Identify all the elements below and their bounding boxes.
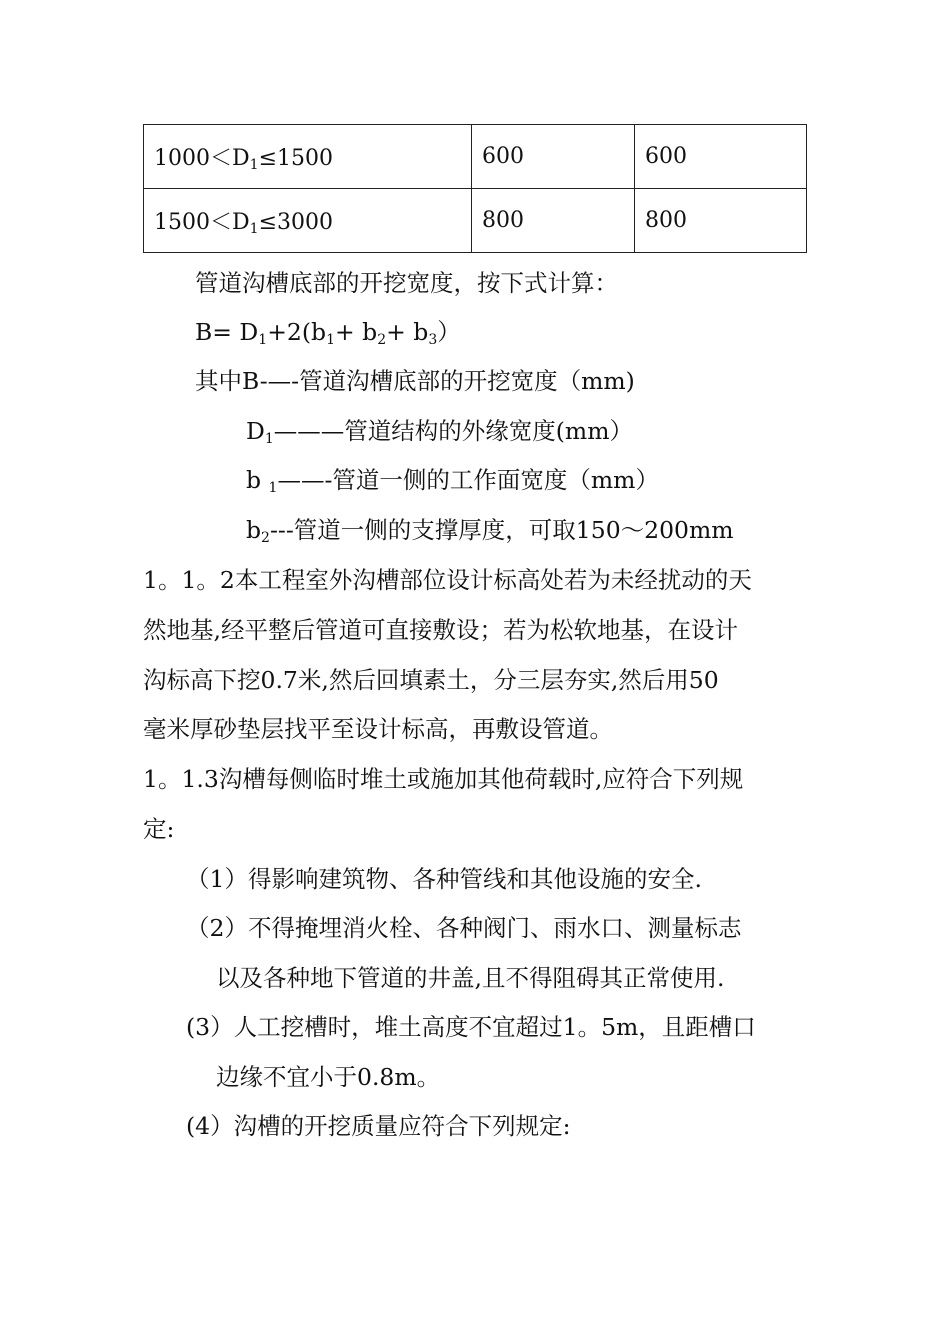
paragraph-line: 1。1.3沟槽每侧临时堆土或施加其他荷载时,应符合下列规 — [143, 765, 744, 793]
definition-d1: $D_1———$管道结构的外缘宽度(mm） — [246, 417, 634, 447]
paragraph-line: 沟标高下挖0.7米,然后回填素土，分三层夯实,然后用50 — [143, 666, 719, 694]
table-cell-value: 600 — [472, 125, 635, 189]
table-row — [144, 189, 807, 253]
list-item: （1）得影响建筑物、各种管线和其他设施的安全. — [186, 865, 702, 893]
list-item: （2）不得掩埋消火栓、各种阀门、雨水口、测量标志 — [186, 914, 742, 942]
definition-b1: b $_1$——-管道一侧的工作面宽度（mm） — [246, 466, 659, 496]
table-cell-pipe-range: $1500<D_1\le 3000$ — [144, 189, 472, 253]
formula: $B= D_1+2(b_1+ b_2+ b_3)$ — [195, 318, 461, 348]
table-cell-value: 800 — [635, 189, 807, 253]
paragraph-line: 然地基,经平整后管道可直接敷设；若为松软地基，在设计 — [143, 616, 738, 644]
trench-width-table — [143, 124, 807, 253]
list-item: (3）人工挖槽时，堆土高度不宜超过1。5m，且距槽口 — [186, 1013, 756, 1041]
list-item-continuation: 边缘不宜小于0.8m。 — [216, 1063, 441, 1091]
table-cell-value: 600 — [635, 125, 807, 189]
paragraph-line: 毫米厚砂垫层找平至设计标高，再敷设管道。 — [143, 715, 613, 743]
table-cell-value: 800 — [472, 189, 635, 253]
definition-b: 其中B-—-管道沟槽底部的开挖宽度（mm) — [195, 367, 635, 395]
paragraph-line: 1。1。2本工程室外沟槽部位设计标高处若为未经扰动的天 — [143, 566, 752, 594]
list-item-continuation: 以及各种地下管道的井盖,且不得阻碍其正常使用. — [216, 964, 725, 992]
list-item: (4）沟槽的开挖质量应符合下列规定: — [186, 1112, 571, 1140]
paragraph-line: 定: — [143, 815, 175, 843]
table-cell-pipe-range: $1000<D_1\le 1500$ — [144, 125, 472, 189]
formula-intro: 管道沟槽底部的开挖宽度，按下式计算： — [195, 269, 618, 297]
definition-b2: $b_2---$管道一侧的支撑厚度，可取150～200mm — [246, 516, 734, 546]
table-row — [144, 125, 807, 189]
